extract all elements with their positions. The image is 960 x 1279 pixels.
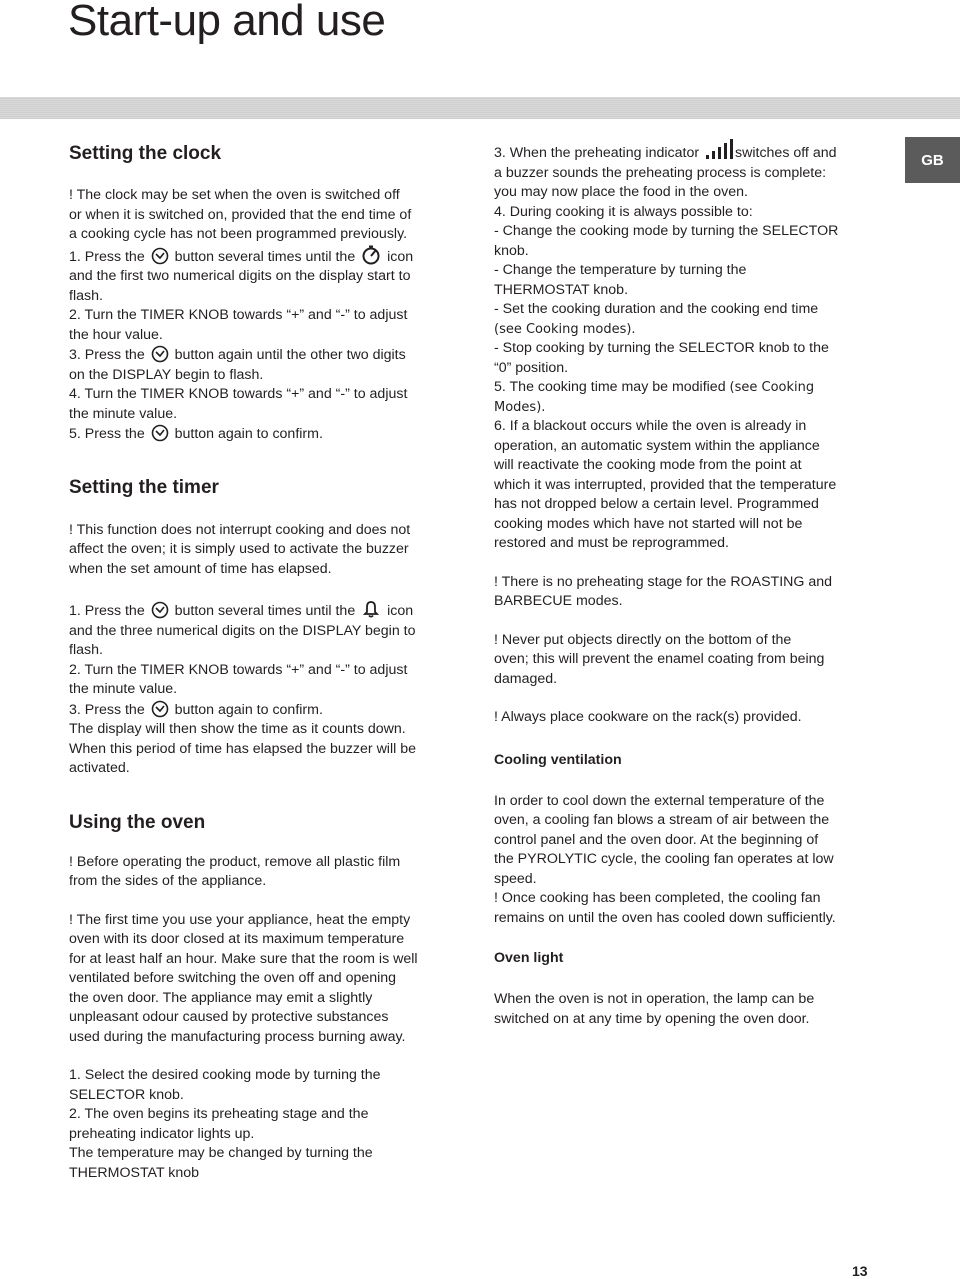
cooling-text: remains on until the oven has cooled down sufficiently. [494, 909, 836, 926]
cooling-text: the PYROLYTIC cycle, the cooling fan operates at low [494, 851, 834, 867]
right-text: - Stop cooking by turning the SELECTOR knob to the [494, 340, 829, 356]
timer-heading: Setting the timer [69, 476, 219, 498]
page-title: Start-up and use [68, 0, 386, 45]
right-text: a buzzer sounds the preheating process is complete: [494, 164, 827, 181]
right-text: will reactivate the cooking mode from the point at [494, 457, 802, 473]
timer-text: ! This function does not interrupt cooking and does not [69, 521, 411, 538]
clock-text: the minute value. [69, 405, 178, 422]
right-text: “0” position. [494, 359, 569, 376]
light-section [494, 948, 960, 1029]
right-step: 5. The cooking time may be modified (see Cooking [494, 379, 815, 395]
clock-button-icon [151, 345, 169, 363]
page-number: 13 [852, 1263, 868, 1279]
right-text: 6. If a blackout occurs while the oven is already in [494, 418, 807, 434]
timer-section [69, 477, 549, 779]
right-text: knob. [494, 242, 529, 259]
timer-step: 3. Press the button again to confirm. [69, 701, 323, 718]
timer-text: the minute value. [69, 681, 178, 697]
language-tab: GB [905, 137, 960, 183]
oven-section [69, 812, 549, 1184]
timer-text: activated. [69, 760, 130, 776]
right-text: has not dropped below a certain level. Programmed [494, 496, 819, 512]
left-column [69, 143, 459, 1183]
clock-text: on the DISPLAY begin to flash. [69, 366, 264, 383]
oven-text: ventilated before switching the oven off and opening [69, 970, 397, 986]
clock-text: a cooking cycle has not been programmed previously. [69, 226, 408, 242]
clock-step: 1. Press the button several times until the icon [69, 245, 549, 268]
right-text: THERMOSTAT knob. [494, 281, 629, 298]
oven-text: ! The first time you use your appliance, heat the empty [69, 911, 411, 928]
oven-text: ! Before operating the product, remove all plastic film [69, 853, 401, 870]
oven-text: 1. Select the desired cooking mode by turning the [69, 1067, 381, 1083]
preheating-indicator-icon [705, 138, 733, 160]
right-text: 4. During cooking it is always possible to: [494, 203, 753, 220]
right-step: 3. When the preheating indicator switches off and [494, 138, 960, 164]
clock-text: 4. Turn the TIMER KNOB towards “+” and “-” to adjust [69, 386, 408, 402]
clock-button-icon [151, 424, 169, 442]
right-text: damaged. [494, 670, 558, 687]
cooling-text: In order to cool down the external temperature of the [494, 792, 825, 809]
cooling-section [494, 750, 960, 929]
timer-text: When this period of time has elapsed the buzzer will be [69, 740, 416, 757]
clock-heading: Setting the clock [69, 143, 222, 164]
oven-text: The temperature may be changed by turning the [69, 1145, 373, 1161]
right-text: operation, an automatic system within the appliance [494, 437, 820, 454]
using-oven-continued [494, 138, 960, 728]
clock-text: the hour value. [69, 326, 163, 343]
right-text: - Change the temperature by turning the [494, 262, 747, 278]
right-text: BARBECUE modes. [494, 593, 623, 609]
cooling-heading: Cooling ventilation [494, 751, 622, 768]
timer-text: 2. Turn the TIMER KNOB towards “+” and “-” to adjust [69, 661, 408, 678]
right-text: ! There is no preheating stage for the ROASTING and [494, 573, 833, 590]
timer-step: 1. Press the button several times until the icon [69, 599, 549, 622]
timer-text: affect the oven; it is simply used to activate the buzzer [69, 541, 409, 557]
cooling-text: control panel and the oven door. At the beginning of [494, 831, 819, 848]
right-text: (see Cooking modes). [494, 321, 636, 337]
right-text: which it was interrupted, provided that the temperature [494, 476, 837, 493]
right-text: cooking modes which have not started will not be [494, 515, 803, 532]
right-text: restored and must be reprogrammed. [494, 535, 729, 551]
oven-text: for at least half an hour. Make sure that the room is well [69, 950, 418, 967]
cooling-text: oven, a cooling fan blows a stream of air between the [494, 812, 830, 828]
light-heading: Oven light [494, 950, 564, 966]
oven-text: preheating indicator lights up. [69, 1125, 255, 1142]
right-column [494, 138, 879, 1029]
clock-step: 3. Press the button again until the other two digits [69, 347, 406, 363]
light-text: switched on at any time by opening the oven door. [494, 1010, 810, 1027]
oven-text: unpleasant odour caused by protective substances [69, 1009, 389, 1025]
oven-text: the oven door. The appliance may emit a slightly [69, 989, 373, 1006]
right-text: you may now place the food in the oven. [494, 184, 748, 200]
clock-button-icon [151, 700, 169, 718]
oven-text: oven with its door closed at its maximum temperature [69, 931, 405, 947]
right-text: ! Always place cookware on the rack(s) provided. [494, 709, 802, 725]
oven-text: from the sides of the appliance. [69, 873, 267, 889]
timer-text: when the set amount of time has elapsed. [69, 560, 332, 577]
clock-text: ! The clock may be set when the oven is switched off [69, 187, 400, 203]
clock-text: or when it is switched on, provided that the end time of [69, 206, 412, 223]
oven-text: THERMOSTAT knob [69, 1164, 200, 1181]
light-text: When the oven is not in operation, the lamp can be [494, 991, 815, 1007]
oven-text: 2. The oven begins its preheating stage and the [69, 1106, 369, 1122]
clock-button-icon [151, 247, 169, 265]
timer-text: and the three numerical digits on the DISPLAY begin to [69, 622, 416, 639]
oven-text: used during the manufacturing process burning away. [69, 1028, 406, 1045]
clock-text: and the first two numerical digits on the display start to [69, 268, 411, 284]
clock-text: 2. Turn the TIMER KNOB towards “+” and “-” to adjust [69, 307, 408, 323]
clock-icon [361, 245, 381, 265]
right-text: ! Never put objects directly on the bottom of the [494, 631, 792, 648]
cooling-text: ! Once cooking has been completed, the cooling fan [494, 890, 821, 906]
right-text: - Change the cooking mode by turning the SELECTOR [494, 223, 839, 239]
right-text: Modes). [494, 399, 546, 415]
header-rule [0, 97, 960, 119]
oven-text: SELECTOR knob. [69, 1086, 184, 1103]
clock-text: flash. [69, 287, 103, 304]
oven-heading: Using the oven [69, 811, 206, 833]
timer-text: flash. [69, 642, 103, 658]
timer-text: The display will then show the time as it counts down. [69, 721, 406, 737]
clock-button-icon [151, 601, 169, 619]
clock-section [69, 143, 549, 445]
cooling-text: speed. [494, 870, 537, 887]
bell-icon [361, 599, 381, 619]
clock-step: 5. Press the button again to confirm. [69, 426, 323, 442]
right-text: - Set the cooking duration and the cooking end time [494, 301, 819, 317]
right-text: oven; this will prevent the enamel coating from being [494, 651, 825, 667]
